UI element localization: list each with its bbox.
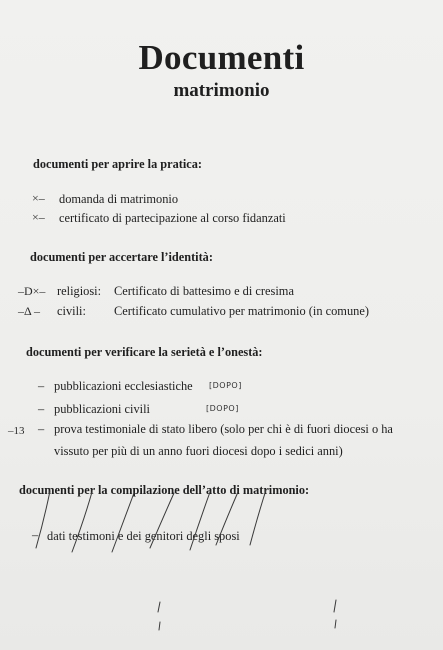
list-item: Certificato cumulativo per matrimonio (in comune) — [114, 304, 369, 318]
checkmark: ×– — [32, 210, 45, 224]
list-item: certificato di partecipazione al corso fidanzati — [59, 211, 286, 225]
handwritten-mark: –Δ – — [18, 304, 41, 318]
dash: – — [32, 528, 39, 542]
dash: – — [38, 422, 45, 436]
item-label: religiosi: — [57, 284, 102, 298]
list-item: dati testimoni e dei genitori degli sposi — [47, 529, 240, 543]
handwritten-mark: –D×– — [18, 284, 46, 298]
dash: – — [38, 379, 45, 393]
pen-stroke — [159, 622, 160, 630]
section-heading-serieta: documenti per verificare la serietà e l’onestà: — [26, 345, 263, 359]
handwritten-mark: –13 — [8, 425, 25, 437]
item-label: civili: — [57, 304, 86, 318]
list-item: pubblicazioni civili — [54, 402, 151, 416]
list-item: domanda di matrimonio — [59, 192, 179, 206]
list-item: pubblicazioni ecclesiastiche — [54, 379, 193, 393]
section-heading-identita: documenti per accertare l’identità: — [30, 250, 213, 264]
handwritten-note: [DOPO] — [206, 404, 239, 413]
dash: – — [38, 402, 45, 416]
pen-stroke — [334, 600, 336, 612]
pen-stroke — [158, 602, 160, 612]
list-item: Certificato di battesimo e di cresima — [114, 284, 294, 298]
section-heading-atto: documenti per la compilazione dell’atto di matrimonio: — [19, 483, 310, 497]
pen-stroke — [335, 620, 336, 628]
pen-stroke — [250, 490, 266, 545]
page-subtitle: matrimonio — [173, 80, 270, 101]
list-item: prova testimoniale di stato libero (solo per chi è di fuori diocesi o ha — [54, 422, 393, 436]
page-title: Documenti — [138, 38, 305, 77]
list-item-continued: vissuto per più di un anno fuori diocesi dopo i sedici anni) — [54, 444, 343, 458]
handwritten-note: [DOPO] — [209, 381, 242, 390]
section-heading-apertura: documenti per aprire la pratica: — [33, 157, 202, 171]
checkmark: ×– — [32, 191, 45, 205]
